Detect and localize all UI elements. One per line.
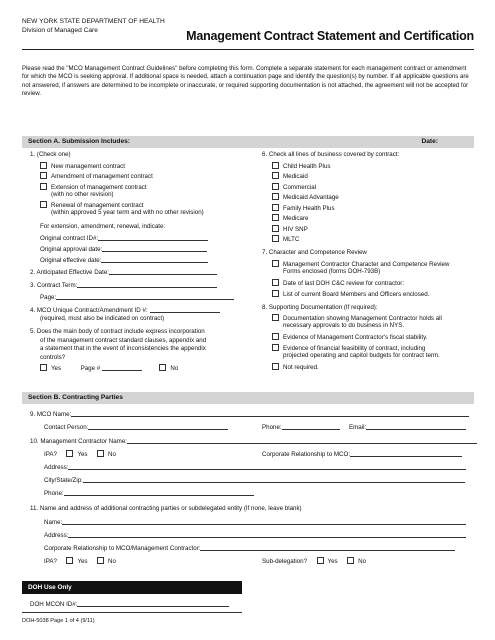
approvals-doc-label: Documentation showing Management Contractor holds all	[283, 315, 442, 322]
agency-name: NEW YORK STATE DEPARTMENT OF HEALTH	[22, 18, 165, 25]
party-corp-rel-field[interactable]	[200, 544, 455, 551]
renewal-note: (within approved 5 year term and with no other revision)	[51, 209, 204, 216]
renewal-label: Renewal of management contract	[51, 202, 144, 209]
contract-term-page-field[interactable]	[56, 293, 234, 300]
ipa2-yes-checkbox[interactable]	[66, 557, 73, 564]
form-title: Management Contract Statement and Certification	[186, 29, 474, 43]
ext-indicate-label: For extension, amendment, renewal, indicate:	[40, 223, 166, 230]
doh-use-only-header	[22, 581, 242, 594]
contract-id-field[interactable]	[150, 306, 220, 313]
orig-approval-label: Original approval date:	[40, 246, 103, 253]
cc-review-date-label: Date of last DOH C&C review for contractor:	[283, 279, 405, 287]
lob-label: Child Health Plus	[283, 162, 331, 170]
ipa2-yes-label: Yes	[77, 558, 88, 565]
lob-label: Medicaid	[283, 173, 308, 180]
phone2-label: Phone:	[44, 490, 64, 497]
doh-mcon-label: DOH MCON ID#:	[30, 601, 78, 608]
lob-label: HIV SNP	[283, 225, 308, 233]
section-a-right	[262, 125, 474, 374]
intro-text: Please read the "MCO Management Contract Guidelines" before completing this form. Complete a separate statement for each management contract or amendment for which the MCO is seeking approval. If additional space is needed, attach a continuation page and identify the question(s) by number. If all applicable questions are not answered, if answers are determined to be incomplete or inaccurate, or required supporting documentation is not attached, the agreement will not be accepted for review.	[22, 65, 469, 98]
contract-term-field[interactable]	[77, 281, 217, 288]
orig-effective-label: Original effective date:	[40, 257, 102, 264]
q5-no-label: No	[170, 364, 179, 372]
lob-medicare-checkbox[interactable]	[272, 214, 279, 221]
contractor-city-field[interactable]	[83, 476, 465, 483]
contact-person-field[interactable]	[88, 423, 228, 430]
q9-label: 9. MCO Name:	[30, 411, 72, 418]
q5-page-field[interactable]	[102, 364, 142, 371]
lob-medicaid-advantage-checkbox[interactable]	[272, 193, 279, 200]
q5-no-checkbox[interactable]	[159, 364, 166, 371]
orig-contract-id-label: Original contract ID#:	[40, 235, 99, 242]
feasibility-note: projected operating and capitol budgets for contract term.	[283, 352, 440, 359]
mco-name-field[interactable]	[71, 410, 469, 417]
lob-mltc-checkbox[interactable]	[272, 235, 279, 242]
city-label: City/State/Zip:	[44, 477, 83, 484]
q10-label: 10. Management Contractor Name:	[30, 438, 127, 445]
ipa2-no-checkbox[interactable]	[97, 557, 104, 564]
q5-line4: controls?	[40, 353, 66, 361]
date-label: Date:	[421, 138, 438, 145]
extension-note: (with no other revision)	[51, 190, 114, 198]
cc-forms-checkbox[interactable]	[272, 260, 279, 267]
board-members-checkbox[interactable]	[272, 290, 279, 297]
renewal-checkbox[interactable]	[40, 201, 47, 208]
phone-field[interactable]	[282, 423, 340, 430]
header-rule	[22, 49, 474, 50]
orig-effective-field[interactable]	[101, 256, 208, 263]
subdelegation-yes-label: Yes	[327, 558, 338, 565]
ipa-label: IPA?	[44, 451, 57, 458]
q7-label: 7. Character and Competence Review	[262, 249, 367, 256]
fiscal-stability-checkbox[interactable]	[272, 333, 279, 340]
q6-label: 6. Check all lines of business covered by contract:	[262, 151, 400, 158]
cc-forms-label: Management Contractor Character and Competence Review	[283, 260, 450, 268]
not-required-label: Not required.	[283, 364, 319, 371]
lob-medicaid-checkbox[interactable]	[272, 172, 279, 179]
lob-child-health-plus-checkbox[interactable]	[272, 162, 279, 169]
subdelegation-label: Sub-delegation?	[262, 558, 308, 565]
lob-label: Commercial	[283, 183, 317, 191]
lob-hiv-snp-checkbox[interactable]	[272, 225, 279, 232]
party-address-field[interactable]	[68, 531, 466, 538]
q4-label: 4. MCO Unique Contract/Amendment ID #:	[30, 307, 148, 314]
ipa-yes-checkbox[interactable]	[66, 450, 73, 457]
form-header	[22, 18, 474, 48]
doh-rule	[22, 612, 242, 613]
amendment-checkbox[interactable]	[40, 172, 47, 179]
corp-rel2-label: Corporate Relationship to MCO/Management Contractor:	[44, 545, 201, 552]
new-contract-checkbox[interactable]	[40, 162, 47, 169]
doh-mcon-field[interactable]	[77, 600, 229, 607]
q3-page-label: Page:	[40, 294, 57, 301]
orig-approval-field[interactable]	[102, 245, 207, 252]
q1-label: 1. (Check one)	[30, 151, 71, 158]
board-members-label: List of current Board Members and Officers enclosed.	[283, 290, 430, 298]
q8-label: 8. Supporting Documentation (If required):	[262, 303, 378, 311]
feasibility-checkbox[interactable]	[272, 344, 279, 351]
ipa-yes-label: Yes	[77, 451, 88, 458]
orig-contract-id-field[interactable]	[98, 234, 208, 241]
new-contract-label: New management contract	[51, 162, 125, 170]
subdelegation-no-label: No	[358, 558, 367, 565]
corp-rel-label: Corporate Relationship to MCO:	[262, 451, 351, 458]
address2-label: Address:	[44, 532, 69, 539]
party-name-field[interactable]	[62, 518, 466, 525]
q2-label: 2. Anticipated Effective Date:	[30, 269, 109, 276]
ipa-no-label: No	[108, 451, 116, 458]
ipa-no-checkbox[interactable]	[97, 450, 104, 457]
lob-label: Medicare	[283, 215, 309, 222]
phone-label: Phone:	[262, 424, 282, 431]
q5-line3: a statement that in the event of inconsistencies the appendix	[40, 345, 206, 352]
section-b-header	[22, 392, 474, 404]
ipa2-label: IPA?	[44, 558, 57, 565]
feasibility-label: Evidence of financial feasibility of contract, including	[283, 345, 426, 352]
section-a-title: Section A. Submission Includes:	[28, 138, 130, 145]
q4-note: (required, must also be indicated on contract)	[40, 315, 165, 322]
section-b-title: Section B. Contracting Parties	[28, 394, 123, 401]
effective-date-field[interactable]	[109, 268, 217, 275]
subdelegation-yes-checkbox[interactable]	[317, 557, 324, 564]
q11-label: 11. Name and address of additional contracting parties or subdelegated entity (If none, leave blank)	[30, 505, 302, 512]
q3-label: 3. Contract Term:	[30, 282, 78, 289]
form-footer: DOH-5038 Page 1 of 4 (9/11)	[22, 618, 95, 624]
form-page	[22, 18, 474, 630]
name-label: Name:	[44, 519, 63, 526]
approvals-doc-note: necessary approvals to do business in NYS.	[283, 322, 405, 329]
q5-line2: of the management contract standard clauses, appendix and	[40, 336, 207, 344]
ipa2-no-label: No	[108, 558, 116, 565]
q5-line1: 5. Does the main body of contract include express incorporation	[30, 328, 205, 335]
section-a-left	[30, 151, 255, 374]
contractor-name-field[interactable]	[127, 437, 477, 444]
extension-checkbox[interactable]	[40, 183, 47, 190]
email-field[interactable]	[366, 423, 466, 430]
approvals-doc-checkbox[interactable]	[272, 314, 279, 321]
lob-family-health-plus-checkbox[interactable]	[272, 204, 279, 211]
lob-label: MLTC	[283, 236, 300, 243]
q5-yes-checkbox[interactable]	[40, 364, 47, 371]
contact-person-label: Contact Person:	[44, 424, 89, 431]
lob-label: Medicaid Advantage	[283, 194, 339, 201]
contractor-address-field[interactable]	[68, 463, 466, 470]
doh-title: DOH Use Only	[28, 584, 72, 591]
subdelegation-no-checkbox[interactable]	[347, 557, 354, 564]
extension-label: Extension of management contract	[51, 183, 147, 191]
not-required-checkbox[interactable]	[272, 363, 279, 370]
fiscal-stability-label: Evidence of Management Contractor's fiscal stability.	[283, 334, 428, 341]
cc-review-date-checkbox[interactable]	[272, 279, 279, 286]
lob-label: Family Health Plus	[283, 204, 335, 212]
cc-forms-note: Forms enclosed (forms DOH-793B)	[283, 267, 381, 275]
contractor-phone-field[interactable]	[64, 489, 254, 496]
q5-page-label: Page #	[80, 364, 101, 372]
lob-commercial-checkbox[interactable]	[272, 183, 279, 190]
corp-rel-field[interactable]	[350, 450, 462, 457]
division-name: Division of Managed Care	[22, 26, 98, 34]
q5-yes-label: Yes	[51, 364, 62, 372]
email-label: Email:	[349, 424, 367, 431]
amendment-label: Amendment of management contract	[51, 173, 153, 180]
address-label: Address:	[44, 464, 69, 471]
